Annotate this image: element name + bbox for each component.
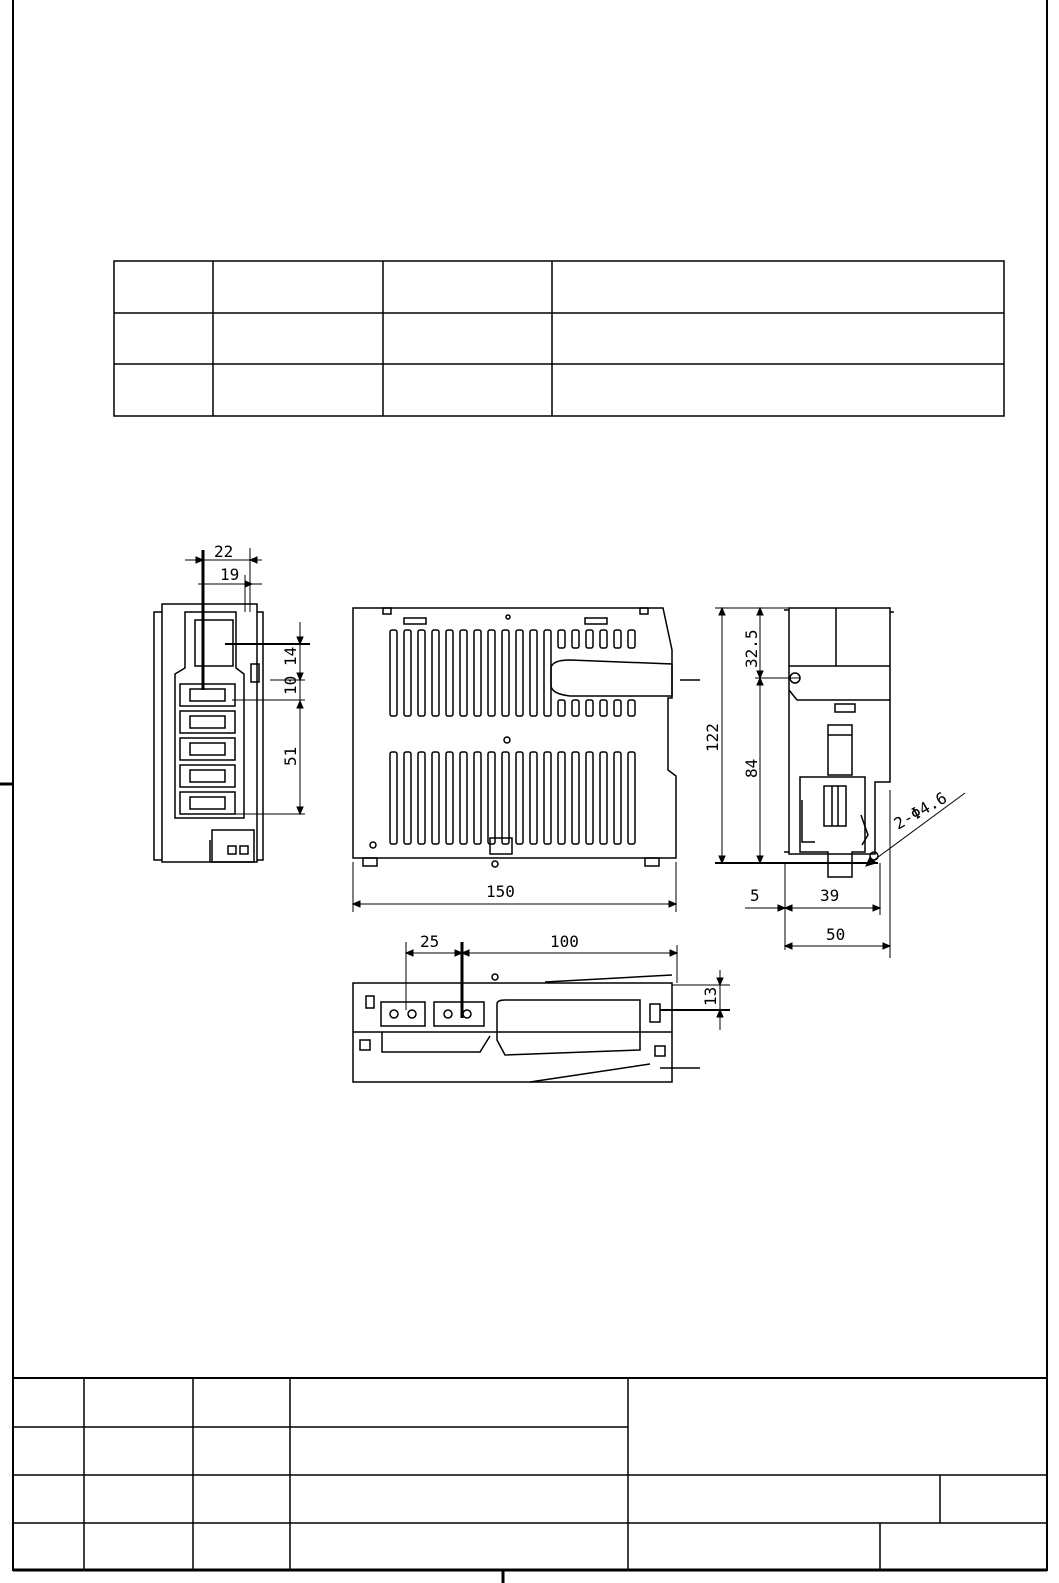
dim-50-label: 50 xyxy=(826,925,846,944)
bottom-view xyxy=(353,974,700,1082)
vent-slot xyxy=(586,700,593,716)
vent-slot xyxy=(628,752,635,844)
vent-slot xyxy=(558,752,565,844)
dim-51-label: 51 xyxy=(281,746,300,766)
vent-slot xyxy=(558,630,565,648)
vent-slot xyxy=(390,752,397,844)
vent-slot xyxy=(460,752,467,844)
vent-slot xyxy=(418,752,425,844)
vent-slot xyxy=(502,630,509,716)
vent-slot xyxy=(488,752,495,844)
vent-slot xyxy=(558,700,565,716)
dim-39-label: 39 xyxy=(820,886,840,905)
dim-14-label: 14 xyxy=(281,646,300,666)
vent-slot xyxy=(404,752,411,844)
vent-slot xyxy=(572,700,579,716)
dim-10-label: 10 xyxy=(281,675,300,695)
bottom-dimensions xyxy=(406,942,730,1030)
vent-slot xyxy=(614,752,621,844)
vent-slot xyxy=(446,630,453,716)
vent-slots xyxy=(390,630,635,844)
vent-slot xyxy=(474,630,481,716)
dim-25-label: 25 xyxy=(420,932,440,951)
dim-19-label: 19 xyxy=(220,565,240,584)
vent-slot xyxy=(516,630,523,716)
dim-13-label: 13 xyxy=(701,986,720,1006)
front-view xyxy=(154,604,263,862)
vent-slot xyxy=(418,630,425,716)
vent-slot xyxy=(530,630,537,716)
vent-slot xyxy=(516,752,523,844)
dim-84-label: 84 xyxy=(742,758,761,778)
connector-stack xyxy=(180,684,235,814)
side-view xyxy=(784,608,894,877)
vent-slot xyxy=(628,630,635,648)
bottom-dim-labels xyxy=(420,932,720,1006)
vent-slot xyxy=(572,752,579,844)
vent-slot xyxy=(586,630,593,648)
vent-slot xyxy=(488,630,495,716)
vent-slot xyxy=(474,752,481,844)
vent-slot xyxy=(614,700,621,716)
dim-150-label: 150 xyxy=(486,882,515,901)
vent-slot xyxy=(460,630,467,716)
vent-slot xyxy=(586,752,593,844)
vent-slot xyxy=(544,630,551,716)
vent-slot xyxy=(600,630,607,648)
vent-slot xyxy=(614,630,621,648)
vent-slot xyxy=(544,752,551,844)
dim-22-label: 22 xyxy=(214,542,234,561)
dim-32-5-label: 32.5 xyxy=(742,629,761,668)
vent-slot xyxy=(502,752,509,844)
vent-slot xyxy=(432,752,439,844)
dim-122-label: 122 xyxy=(703,723,722,752)
title-block xyxy=(13,1378,1047,1570)
spec-table xyxy=(114,261,1004,416)
vent-slot xyxy=(600,752,607,844)
vent-slot xyxy=(390,630,397,716)
main-view xyxy=(353,608,700,867)
hole-spec-label: 2-Φ4.6 xyxy=(890,788,951,834)
vent-slot xyxy=(432,630,439,716)
vent-slot xyxy=(628,700,635,716)
vent-slot xyxy=(446,752,453,844)
vent-slot xyxy=(404,630,411,716)
dim-100-label: 100 xyxy=(550,932,579,951)
dim-5-label: 5 xyxy=(750,886,760,905)
vent-slot xyxy=(572,630,579,648)
vent-slot xyxy=(530,752,537,844)
vent-slot xyxy=(600,700,607,716)
